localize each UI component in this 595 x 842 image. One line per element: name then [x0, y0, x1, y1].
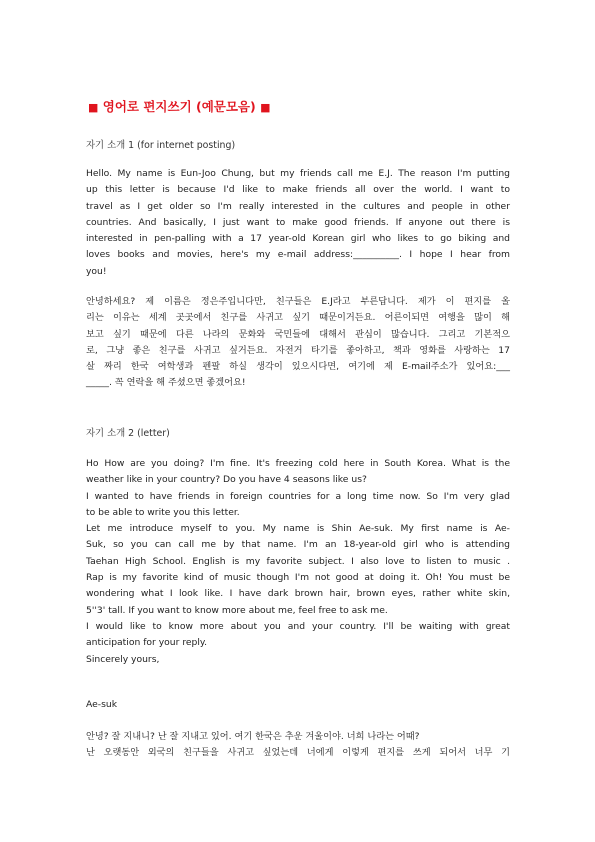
paragraph-line: up this letter is because I'd like to make friends all over the world. I want to [86, 184, 510, 196]
section-1-heading: 자기 소개 1 (for internet posting) [86, 140, 236, 151]
section-1-korean-paragraph [86, 294, 510, 392]
document-title [88, 97, 508, 115]
paragraph-line: 5''3' tall. If you want to know more about me, feel free to ask me. [86, 604, 388, 616]
paragraph-line: 보고 싶기 때문에 다른 나라의 문화와 국민들에 대해서 관심이 많습니다. 그리고 기본적으 [86, 328, 510, 340]
paragraph-line: Sincerely yours, [86, 653, 160, 665]
paragraph-line: 리는 이유는 세계 곳곳에서 친구를 사귀고 싶기 때문이거든요. 어른이되면 여행을 많이 해 [86, 312, 510, 324]
title-text: 영어로 편지쓰기 (예문모음) [102, 99, 256, 114]
title-square-right: ■ [260, 101, 271, 114]
paragraph-line: 안녕? 잘 지내니? 난 잘 지내고 있어. 여기 한국은 추운 겨울이야. 너희 나라는 어때? [86, 731, 420, 742]
paragraph-line: 난 오랫동안 외국의 친구들을 사귀고 싶었는데 너에게 이렇게 편지를 쓰게 되어서 너무 기 [86, 747, 510, 759]
title-square-left: ■ [88, 101, 99, 114]
paragraph-line: Hello. My name is Eun-Joo Chung, but my friends call me E.J. The reason I'm putting [86, 168, 510, 179]
paragraph-line: to be able to write you this letter. [86, 506, 240, 518]
paragraph-line: countries. And basically, I just want to make good friends. If anyone out there is [86, 216, 510, 228]
paragraph-line: Ho How are you doing? I'm fine. It's freezing cold here in South Korea. What is the [86, 458, 510, 469]
paragraph-line: I would like to know more about you and your country. I'll be waiting with great [86, 620, 510, 632]
paragraph-line: 살 짜리 한국 여학생과 펜팔 하실 생각이 있으시다면, 여기에 제 E-mail주소가 있어요:___ [86, 361, 510, 373]
paragraph-line: _____. 꼭 연락을 해 주셨으면 좋겠어요! [86, 377, 246, 389]
section-2-english-paragraph [86, 456, 510, 668]
paragraph-line: wondering what I look like. I have dark brown hair, brown eyes, rather white skin, [86, 588, 510, 600]
paragraph-line: loves books and movies, here's my e-mail address:__________. I hope I hear from [86, 249, 510, 261]
paragraph-line: Suk, so you can call me by that name. I'm an 18-year-old girl who is attending [86, 539, 510, 551]
paragraph-line: interested in pen-palling with a 17 year-old Korean girl who likes to go biking and [86, 233, 510, 245]
paragraph-line: Taehan High School. English is my favorite subject. I also love to listen to music . [86, 555, 510, 567]
section-1-english-paragraph [86, 166, 510, 280]
paragraph-line: Let me introduce myself to you. My name is Shin Ae-suk. My first name is Ae- [86, 523, 510, 535]
paragraph-line: anticipation for your reply. [86, 637, 207, 649]
paragraph-line: weather like in your country? Do you have 4 seasons like us? [86, 474, 367, 486]
paragraph-line: I wanted to have friends in foreign countries for a long time now. So I'm very glad [86, 490, 510, 502]
paragraph-line: 로, 그냥 좋은 친구를 사귀고 싶거든요. 자전거 타기를 좋아하고, 책과 영화를 사랑하는 17 [86, 344, 510, 356]
paragraph-line: 안녕하세요? 제 이름은 정은주입니다만, 친구들은 E.J라고 부른답니다. 제가 이 편지를 올 [86, 296, 510, 307]
signature: Ae-suk [86, 699, 118, 710]
paragraph-line: you! [86, 265, 107, 277]
section-2-korean-paragraph [86, 729, 510, 762]
paragraph-line: Rap is my favorite kind of music though I'm not good at doing it. Oh! You must be [86, 572, 510, 584]
paragraph-line: travel as I get older so I'm really interested in the cultures and people in other [86, 200, 510, 212]
section-2-heading: 자기 소개 2 (letter) [86, 428, 170, 439]
